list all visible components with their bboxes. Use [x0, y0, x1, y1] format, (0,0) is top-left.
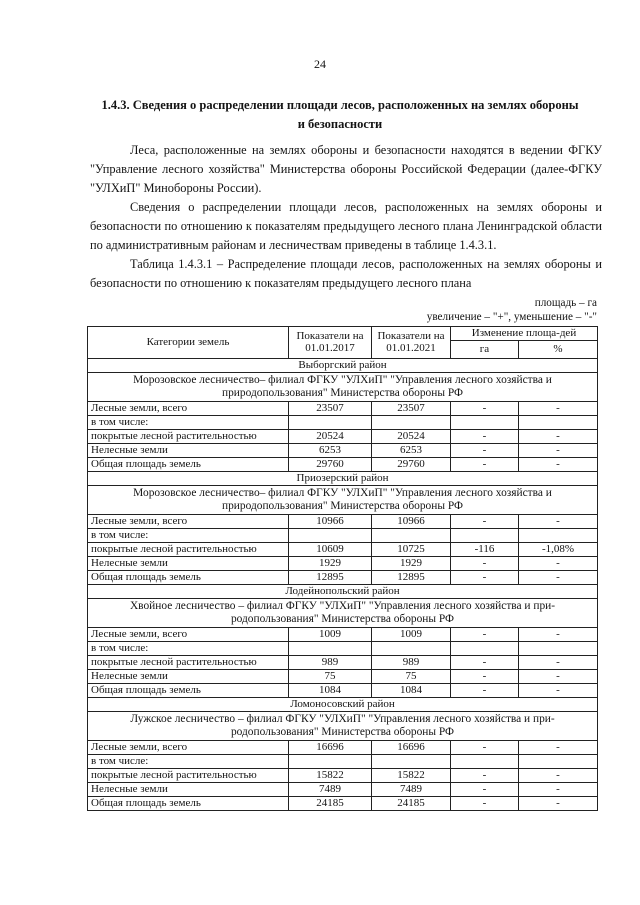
cell-2017: 24185: [289, 796, 372, 810]
cell-category: Нелесные земли: [88, 669, 289, 683]
cell-change-ha: -: [451, 457, 519, 471]
cell-2017: 20524: [289, 429, 372, 443]
cell-category: покрытые лесной растительностью: [88, 429, 289, 443]
cell-change-ha: -: [451, 627, 519, 641]
forestry-name: Морозовское лесничество– филиал ФГКУ "УЛХиП" "Управления лесного хозяйства и природопользования" Министерства обороны РФ: [88, 372, 598, 401]
cell-category: Общая площадь земель: [88, 796, 289, 810]
cell-change-ha: [451, 754, 519, 768]
cell-change-ha: -: [451, 514, 519, 528]
cell-change-pct: -: [519, 627, 598, 641]
forestry-row: [88, 598, 598, 627]
cell-change-ha: -: [451, 669, 519, 683]
cell-change-ha: [451, 641, 519, 655]
table-row: [88, 754, 598, 768]
info-paragraph: [90, 198, 602, 255]
forestry-row: [88, 711, 598, 740]
info-paragraph-text: Сведения о распределении площади лесов, расположенных на землях обороны и безопасности по отношению к показателям предыдущего лесного плана Ленинградской области по административным районам и лесничествам приведены в таблице 1.4.3.1.: [90, 200, 602, 252]
cell-change-pct: -: [519, 443, 598, 457]
cell-change-pct: [519, 528, 598, 542]
cell-2021: 12895: [372, 570, 451, 584]
intro-paragraph-text: Леса, расположенные на землях обороны и безопасности находятся в ведении ФГКУ "Управление лесного хозяйства" Министерства обороны Российской Федерации (далее-ФГКУ "УЛХиП" Минобороны России).: [90, 143, 602, 195]
units-sign: увеличение – "+", уменьшение – "-": [426, 310, 597, 323]
cell-change-pct: -: [519, 556, 598, 570]
cell-category: в том числе:: [88, 754, 289, 768]
cell-2017: 989: [289, 655, 372, 669]
table-row: [88, 457, 598, 471]
cell-change-ha: [451, 528, 519, 542]
header-change: Изменение площа-дей: [451, 327, 598, 341]
cell-change-ha: -: [451, 768, 519, 782]
cell-change-pct: -: [519, 655, 598, 669]
cell-change-ha: -: [451, 429, 519, 443]
table-row: [88, 570, 598, 584]
table-row: [88, 627, 598, 641]
table-body: [88, 358, 598, 810]
table-row: [88, 655, 598, 669]
header-2017: Показатели на 01.01.2017: [289, 327, 372, 359]
cell-category: в том числе:: [88, 641, 289, 655]
region-name: Приозерский район: [88, 471, 598, 485]
cell-category: в том числе:: [88, 528, 289, 542]
table-row: [88, 740, 598, 754]
cell-change-ha: -: [451, 570, 519, 584]
cell-change-pct: -: [519, 570, 598, 584]
cell-change-ha: [451, 415, 519, 429]
cell-change-ha: -: [451, 796, 519, 810]
region-name: Лодейнопольский район: [88, 584, 598, 598]
forestry-name: Лужское лесничество – филиал ФГКУ "УЛХиП" "Управления лесного хозяйства и при-родопользования" Министерства обороны РФ: [88, 711, 598, 740]
region-row: [88, 358, 598, 372]
region-name: Выборгский район: [88, 358, 598, 372]
cell-2021: 1929: [372, 556, 451, 570]
header-pct: %: [519, 340, 598, 358]
cell-category: покрытые лесной растительностью: [88, 768, 289, 782]
cell-2021: [372, 754, 451, 768]
heading-line-2: и безопасности: [297, 117, 383, 131]
cell-2017: 12895: [289, 570, 372, 584]
cell-2021: 16696: [372, 740, 451, 754]
cell-2017: 10609: [289, 542, 372, 556]
table-row: [88, 782, 598, 796]
cell-category: в том числе:: [88, 415, 289, 429]
cell-category: Общая площадь земель: [88, 457, 289, 471]
cell-change-pct: -: [519, 768, 598, 782]
cell-category: Нелесные земли: [88, 556, 289, 570]
cell-category: Лесные земли, всего: [88, 401, 289, 415]
table-caption: [90, 255, 602, 293]
cell-change-pct: -: [519, 401, 598, 415]
cell-change-pct: -: [519, 683, 598, 697]
table-row: [88, 429, 598, 443]
cell-category: Лесные земли, всего: [88, 627, 289, 641]
intro-paragraph: [90, 141, 602, 198]
heading-line-1: 1.4.3. Сведения о распределении площади лесов, расположенных на землях обороны: [101, 98, 579, 112]
section-heading: [90, 96, 590, 134]
table-row: [88, 641, 598, 655]
table-row: [88, 796, 598, 810]
cell-2021: 989: [372, 655, 451, 669]
table-row: [88, 415, 598, 429]
cell-category: Нелесные земли: [88, 782, 289, 796]
cell-2017: 15822: [289, 768, 372, 782]
cell-change-ha: -: [451, 740, 519, 754]
cell-category: Лесные земли, всего: [88, 740, 289, 754]
cell-2021: 10966: [372, 514, 451, 528]
table-row: [88, 669, 598, 683]
cell-change-ha: -: [451, 782, 519, 796]
cell-2017: 1084: [289, 683, 372, 697]
cell-change-ha: -116: [451, 542, 519, 556]
region-name: Ломоносовский район: [88, 697, 598, 711]
cell-2021: 20524: [372, 429, 451, 443]
region-row: [88, 584, 598, 598]
cell-2021: 1009: [372, 627, 451, 641]
cell-category: Нелесные земли: [88, 443, 289, 457]
table-row: [88, 556, 598, 570]
cell-2017: 1009: [289, 627, 372, 641]
cell-category: Общая площадь земель: [88, 570, 289, 584]
table-row: [88, 683, 598, 697]
cell-2017: [289, 415, 372, 429]
cell-2017: [289, 754, 372, 768]
cell-category: Лесные земли, всего: [88, 514, 289, 528]
page-number: 24: [314, 57, 326, 71]
cell-2017: 23507: [289, 401, 372, 415]
cell-change-pct: [519, 754, 598, 768]
cell-2021: 1084: [372, 683, 451, 697]
header-category: Категории земель: [88, 327, 289, 359]
cell-category: покрытые лесной растительностью: [88, 655, 289, 669]
cell-change-pct: -: [519, 796, 598, 810]
forestry-row: [88, 372, 598, 401]
cell-change-pct: -: [519, 457, 598, 471]
table-row: [88, 542, 598, 556]
cell-2017: 7489: [289, 782, 372, 796]
table-header: [88, 327, 598, 359]
cell-2017: 29760: [289, 457, 372, 471]
cell-2021: [372, 415, 451, 429]
cell-2021: 6253: [372, 443, 451, 457]
cell-change-ha: -: [451, 655, 519, 669]
table-row: [88, 514, 598, 528]
cell-change-pct: -: [519, 669, 598, 683]
cell-change-ha: -: [451, 683, 519, 697]
header-2021: Показатели на 01.01.2021: [372, 327, 451, 359]
forestry-name: Хвойное лесничество – филиал ФГКУ "УЛХиП" "Управления лесного хозяйства и при-родопользования" Министерства обороны РФ: [88, 598, 598, 627]
forestry-name: Морозовское лесничество– филиал ФГКУ "УЛХиП" "Управления лесного хозяйства и природопользования" Министерства обороны РФ: [88, 485, 598, 514]
table-row: [88, 401, 598, 415]
cell-2021: 10725: [372, 542, 451, 556]
cell-2021: 23507: [372, 401, 451, 415]
table-row: [88, 443, 598, 457]
cell-2021: 29760: [372, 457, 451, 471]
cell-2021: 24185: [372, 796, 451, 810]
units-area: площадь – га: [534, 297, 597, 309]
cell-category: покрытые лесной растительностью: [88, 542, 289, 556]
cell-change-ha: -: [451, 556, 519, 570]
cell-change-pct: [519, 641, 598, 655]
units-note: [300, 297, 597, 324]
cell-2021: 7489: [372, 782, 451, 796]
cell-change-pct: -: [519, 740, 598, 754]
cell-2017: 16696: [289, 740, 372, 754]
forestry-row: [88, 485, 598, 514]
header-ha: га: [451, 340, 519, 358]
cell-2017: 10966: [289, 514, 372, 528]
cell-change-pct: [519, 415, 598, 429]
cell-2021: 75: [372, 669, 451, 683]
cell-2021: [372, 528, 451, 542]
cell-change-pct: -: [519, 429, 598, 443]
forest-area-table: [87, 326, 598, 811]
cell-2017: 6253: [289, 443, 372, 457]
cell-change-ha: -: [451, 401, 519, 415]
table-caption-text: Таблица 1.4.3.1 – Распределение площади лесов, расположенных на землях обороны и безопасности по отношению к показателям предыдущего лесного плана: [90, 257, 602, 290]
cell-2017: 1929: [289, 556, 372, 570]
cell-change-pct: -1,08%: [519, 542, 598, 556]
region-row: [88, 697, 598, 711]
region-row: [88, 471, 598, 485]
cell-change-pct: -: [519, 782, 598, 796]
cell-category: Общая площадь земель: [88, 683, 289, 697]
table-row: [88, 528, 598, 542]
cell-change-pct: -: [519, 514, 598, 528]
cell-2017: [289, 528, 372, 542]
cell-2017: [289, 641, 372, 655]
cell-2021: 15822: [372, 768, 451, 782]
cell-2017: 75: [289, 669, 372, 683]
table-row: [88, 768, 598, 782]
cell-change-ha: -: [451, 443, 519, 457]
cell-2021: [372, 641, 451, 655]
